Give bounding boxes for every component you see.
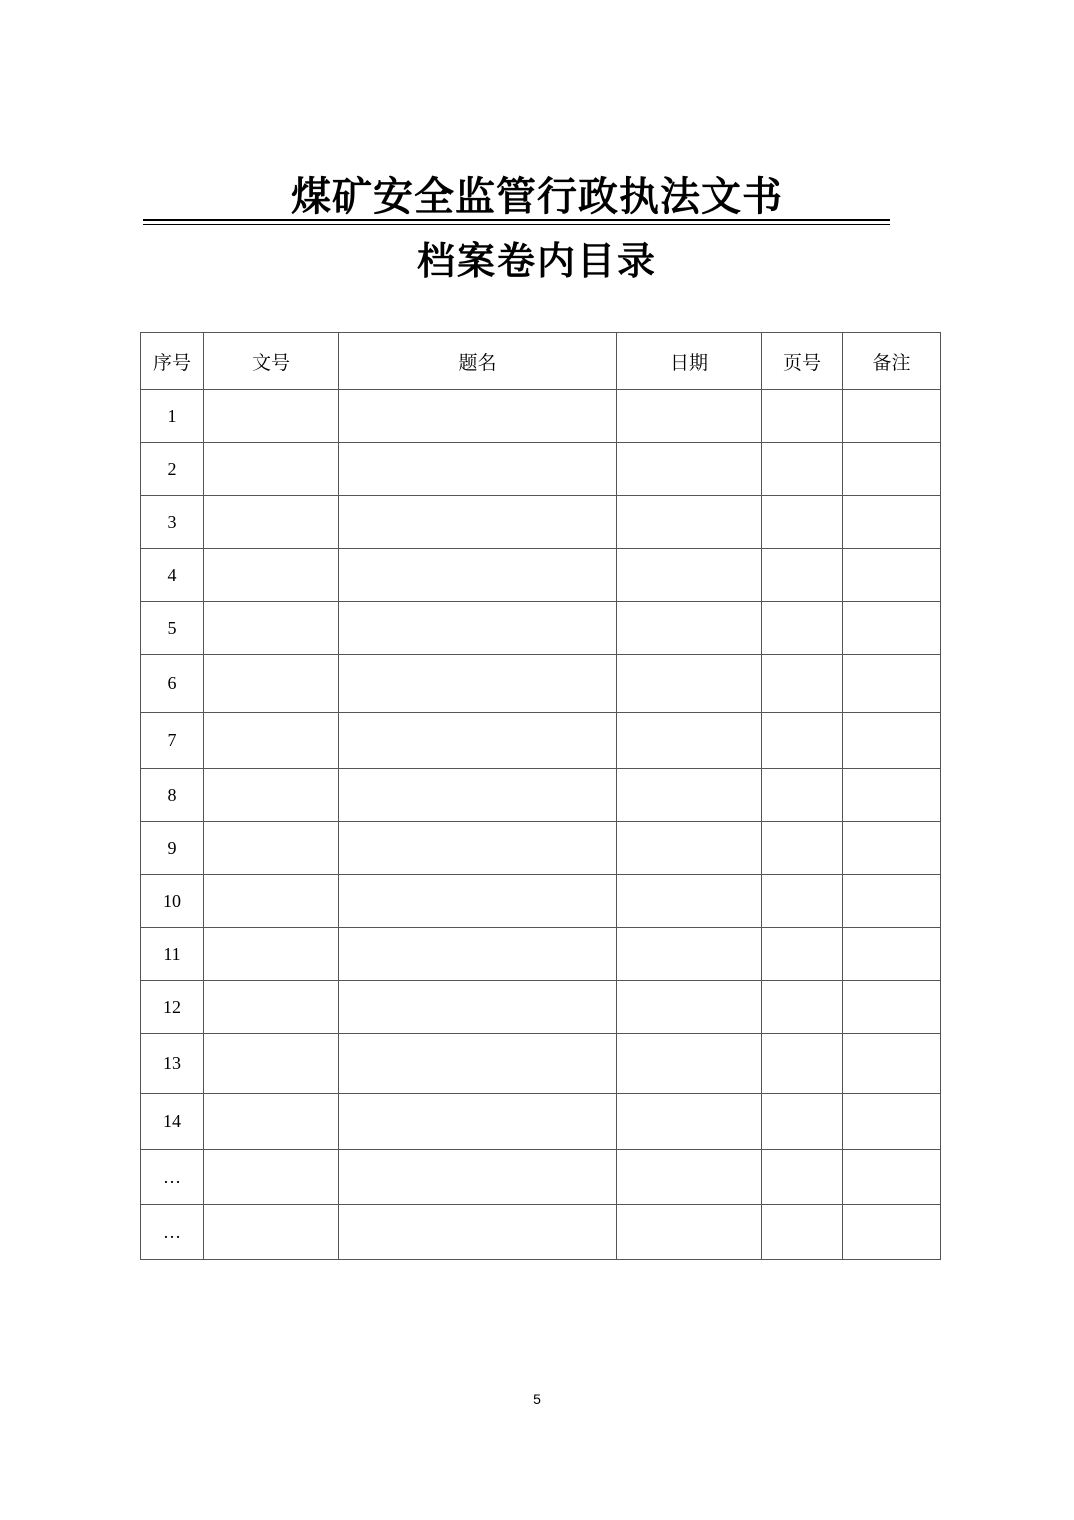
table-header-row (141, 333, 941, 390)
cell-page-number (762, 1150, 843, 1205)
cell-remarks (843, 390, 941, 443)
header-seq: 序号 (141, 333, 204, 390)
cell-seq: 2 (141, 443, 204, 496)
catalog-table (140, 332, 941, 1260)
cell-page-number (762, 655, 843, 713)
table-row (141, 390, 941, 443)
cell-title (339, 1094, 617, 1150)
cell-doc-number (204, 928, 339, 981)
cell-seq: 8 (141, 769, 204, 822)
table-row (141, 655, 941, 713)
cell-doc-number (204, 390, 339, 443)
cell-remarks (843, 1034, 941, 1094)
cell-title (339, 390, 617, 443)
cell-page-number (762, 981, 843, 1034)
table-row (141, 875, 941, 928)
cell-remarks (843, 713, 941, 769)
cell-doc-number (204, 981, 339, 1034)
cell-date (617, 443, 762, 496)
cell-date (617, 602, 762, 655)
cell-remarks (843, 822, 941, 875)
cell-remarks (843, 928, 941, 981)
cell-remarks (843, 549, 941, 602)
cell-date (617, 822, 762, 875)
cell-seq: 6 (141, 655, 204, 713)
cell-date (617, 769, 762, 822)
cell-page-number (762, 443, 843, 496)
cell-title (339, 713, 617, 769)
cell-remarks (843, 875, 941, 928)
cell-seq: 13 (141, 1034, 204, 1094)
cell-doc-number (204, 875, 339, 928)
cell-page-number (762, 928, 843, 981)
cell-seq: 9 (141, 822, 204, 875)
cell-date (617, 655, 762, 713)
cell-page-number (762, 822, 843, 875)
cell-doc-number (204, 602, 339, 655)
cell-title (339, 981, 617, 1034)
cell-seq: 10 (141, 875, 204, 928)
cell-page-number (762, 602, 843, 655)
header-title: 题名 (339, 333, 617, 390)
document-subtitle: 档案卷内目录 (416, 239, 657, 283)
table-row (141, 443, 941, 496)
table-row (141, 602, 941, 655)
cell-seq: 11 (141, 928, 204, 981)
cell-page-number (762, 1034, 843, 1094)
cell-remarks (843, 496, 941, 549)
table-row (141, 549, 941, 602)
table-row (141, 713, 941, 769)
cell-seq: 1 (141, 390, 204, 443)
header-remarks: 备注 (843, 333, 941, 390)
table-row (141, 769, 941, 822)
cell-seq: 14 (141, 1094, 204, 1150)
cell-title (339, 1034, 617, 1094)
header-date: 日期 (617, 333, 762, 390)
cell-page-number (762, 713, 843, 769)
cell-title (339, 875, 617, 928)
cell-seq: 4 (141, 549, 204, 602)
cell-remarks (843, 1150, 941, 1205)
header-page-number: 页号 (762, 333, 843, 390)
cell-doc-number (204, 1205, 339, 1260)
cell-doc-number (204, 769, 339, 822)
header-doc-number: 文号 (204, 333, 339, 390)
cell-date (617, 875, 762, 928)
cell-title (339, 496, 617, 549)
cell-seq: 7 (141, 713, 204, 769)
cell-doc-number (204, 549, 339, 602)
cell-page-number (762, 769, 843, 822)
cell-title (339, 443, 617, 496)
table-row (141, 981, 941, 1034)
table-row (141, 496, 941, 549)
cell-seq: 3 (141, 496, 204, 549)
cell-doc-number (204, 655, 339, 713)
cell-date (617, 928, 762, 981)
cell-date (617, 1034, 762, 1094)
cell-title (339, 1205, 617, 1260)
cell-date (617, 713, 762, 769)
cell-remarks (843, 655, 941, 713)
cell-date (617, 549, 762, 602)
cell-page-number (762, 390, 843, 443)
page-number: 5 (533, 1391, 541, 1407)
cell-seq: 5 (141, 602, 204, 655)
table-row (141, 1034, 941, 1094)
cell-title (339, 1150, 617, 1205)
table-row (141, 1150, 941, 1205)
cell-remarks (843, 1205, 941, 1260)
cell-remarks (843, 1094, 941, 1150)
table-row (141, 822, 941, 875)
cell-page-number (762, 496, 843, 549)
cell-title (339, 822, 617, 875)
cell-page-number (762, 1094, 843, 1150)
table-row (141, 1205, 941, 1260)
document-title: 煤矿安全监管行政执法文书 (291, 174, 783, 220)
title-double-rule (143, 219, 890, 225)
cell-title (339, 602, 617, 655)
cell-remarks (843, 769, 941, 822)
cell-date (617, 981, 762, 1034)
cell-page-number (762, 549, 843, 602)
cell-date (617, 1094, 762, 1150)
cell-doc-number (204, 713, 339, 769)
cell-seq: … (141, 1205, 204, 1260)
cell-doc-number (204, 496, 339, 549)
cell-seq: 12 (141, 981, 204, 1034)
cell-doc-number (204, 1034, 339, 1094)
cell-date (617, 496, 762, 549)
cell-doc-number (204, 1150, 339, 1205)
cell-page-number (762, 875, 843, 928)
table-row (141, 1094, 941, 1150)
cell-doc-number (204, 443, 339, 496)
cell-remarks (843, 602, 941, 655)
cell-remarks (843, 981, 941, 1034)
cell-seq: … (141, 1150, 204, 1205)
cell-remarks (843, 443, 941, 496)
cell-title (339, 769, 617, 822)
cell-title (339, 928, 617, 981)
cell-title (339, 655, 617, 713)
cell-date (617, 390, 762, 443)
cell-title (339, 549, 617, 602)
cell-date (617, 1150, 762, 1205)
cell-page-number (762, 1205, 843, 1260)
cell-doc-number (204, 1094, 339, 1150)
cell-doc-number (204, 822, 339, 875)
table-row (141, 928, 941, 981)
cell-date (617, 1205, 762, 1260)
